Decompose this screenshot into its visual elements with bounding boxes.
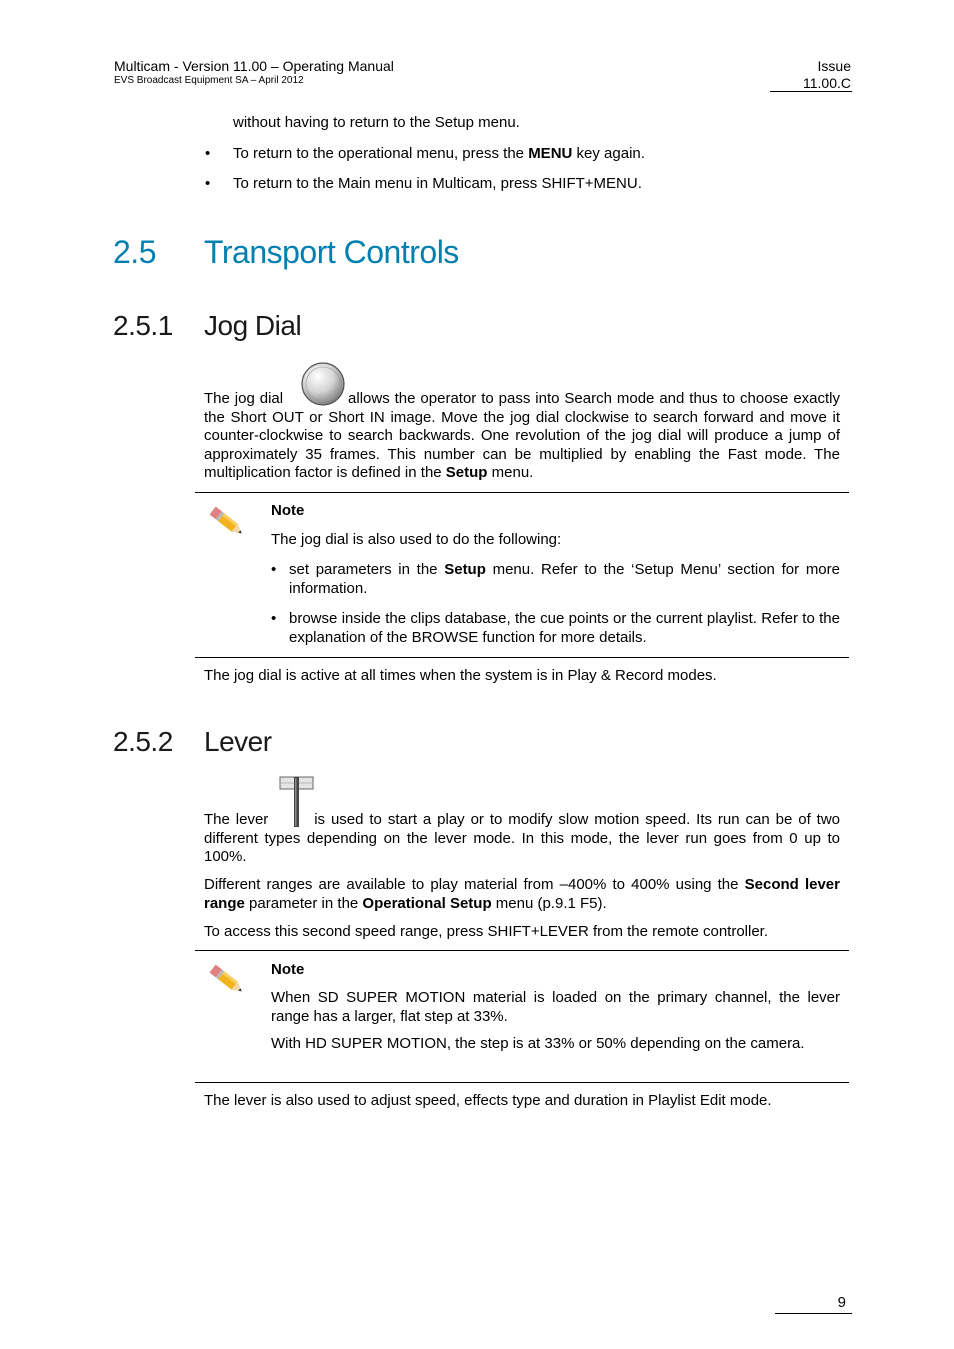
bullet-dot: • (205, 145, 211, 162)
intro-continuation: without having to return to the Setup menu. (233, 114, 520, 131)
note-bullet-1: • set parameters in the Setup menu. Refer to the ‘Setup Menu’ section for more information. (271, 561, 840, 597)
pencil-icon (205, 501, 247, 541)
section-number: 2.5 (113, 234, 156, 270)
subsection-heading-jog (113, 310, 301, 342)
bullet-dot: • (205, 175, 211, 192)
section-title: Transport Controls (204, 234, 459, 270)
issue-label: Issue (817, 58, 851, 74)
note-top-rule (195, 492, 849, 493)
note-title: Note (271, 961, 305, 978)
lever-paragraph-2: Different ranges are available to play material from –400% to 400% using the Second lever range parameter in the Operational Setup menu (p.9.1 F5). (204, 876, 840, 912)
intro-bullet-2: • To return to the Main menu in Multicam, press SHIFT+MENU. (205, 175, 642, 192)
note-paragraph-1: When SD SUPER MOTION material is loaded on the primary channel, the lever range has a larger, flat step at 33%. (271, 989, 840, 1025)
subsection-title: Jog Dial (204, 310, 302, 341)
note-bottom-rule (195, 1082, 849, 1083)
lever-paragraph-1: The lever is used to start a play or to modify slow motion speed. Its run can be of two different types depending on the lever mode. In this mode, the lever run goes from 0 up to 100%. (204, 811, 840, 865)
note-bullet-2: • browse inside the clips database, the cue points or the current playlist. Refer to the explanation of the BROWSE function for more details. (271, 610, 840, 646)
intro-bullet-1: • To return to the operational menu, press the MENU key again. (205, 145, 645, 162)
issue-value: 11.00.C (803, 75, 851, 91)
page-header (114, 58, 394, 87)
header-rule (770, 91, 852, 92)
note-bottom-rule (195, 657, 849, 658)
subsection-number: 2.5.2 (113, 726, 173, 757)
subsection-title: Lever (204, 726, 272, 757)
lever-paragraph-3: To access this second speed range, press SHIFT+LEVER from the remote controller. (204, 923, 769, 940)
lever-after-note: The lever is also used to adjust speed, effects type and duration in Playlist Edit mode. (204, 1092, 772, 1109)
jog-after-note: The jog dial is active at all times when the system is in Play & Record modes. (204, 667, 717, 684)
subsection-number: 2.5.1 (113, 310, 173, 341)
document-title: Multicam - Version 11.00 – Operating Manual (114, 58, 394, 74)
footer-rule (775, 1313, 852, 1314)
bullet-dot: • (271, 610, 277, 627)
note-title: Note (271, 502, 305, 519)
note-top-rule (195, 950, 849, 951)
pencil-icon (205, 959, 247, 999)
issue-block (803, 58, 851, 92)
note-intro: The jog dial is also used to do the following: (271, 531, 562, 548)
note-paragraph-2: With HD SUPER MOTION, the step is at 33% or 50% depending on the camera. (271, 1035, 805, 1052)
document-subtitle: EVS Broadcast Equipment SA – April 2012 (114, 75, 304, 86)
subsection-heading-lever (113, 726, 272, 758)
page-number: 9 (837, 1294, 846, 1311)
jog-paragraph: The jog dial allows the operator to pass into Search mode and thus to choose exactly the Short OUT or Short IN image. Move the jog dial clockwise to search forward and move it counter-clockwise to search backwards. One revolution of the jog dial will produce a jump of approximately 35 frames. This number can be multiplied by enabling the Fast mode. The multiplication factor is defined in the Setup menu. (204, 390, 840, 481)
section-heading (113, 234, 459, 270)
bullet-dot: • (271, 561, 277, 578)
